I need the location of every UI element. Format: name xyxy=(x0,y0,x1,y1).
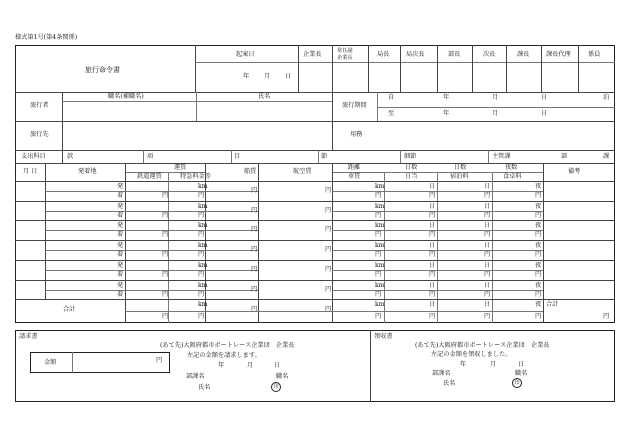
dept-ka: 課 xyxy=(603,153,610,160)
departure-mark: 発 xyxy=(117,202,124,210)
invoice-amount-label: 金額 xyxy=(44,359,57,366)
row-divider xyxy=(15,201,615,202)
to-year: 年 xyxy=(443,110,450,117)
row-mid-line-right xyxy=(332,230,543,231)
receipt-year: 年 xyxy=(460,361,467,368)
yen-unit: 円 xyxy=(535,251,542,259)
dept-label: 主管課 xyxy=(492,153,511,160)
yen-unit: 円 xyxy=(484,212,491,220)
col-daily: 日当 xyxy=(405,173,418,180)
draft-day: 日 xyxy=(285,73,292,80)
draft-date-label: 起案日 xyxy=(236,51,255,58)
grand-total-label: 合計 xyxy=(546,301,559,308)
yen-unit: 円 xyxy=(484,251,491,259)
budget-kan: 款 xyxy=(67,153,74,160)
receipt-title: 領収書 xyxy=(374,333,393,340)
day-unit: 日 xyxy=(484,281,491,289)
traveler-title-header: 職名(補職名) xyxy=(108,93,144,100)
destination-label: 旅行先 xyxy=(30,131,49,138)
receipt-seal: 印 xyxy=(512,378,522,388)
departure-mark: 発 xyxy=(117,221,124,229)
yen-unit: 円 xyxy=(198,192,205,200)
col-meal: 食卓料 xyxy=(503,173,522,180)
receipt-post: 職名 xyxy=(515,370,528,377)
arrival-mark: 着 xyxy=(117,192,124,200)
km-unit: km xyxy=(198,281,208,289)
arrival-mark: 着 xyxy=(117,212,124,220)
receipt-month: 月 xyxy=(490,361,497,368)
km-unit: km xyxy=(375,261,385,269)
invoice-year: 年 xyxy=(218,362,225,369)
yen-unit: 円 xyxy=(162,271,169,279)
invoice-name: 氏名 xyxy=(198,384,211,391)
total-km: km xyxy=(198,301,208,308)
total-day: 日 xyxy=(429,301,436,308)
km-unit: km xyxy=(375,281,385,289)
yen-unit: 円 xyxy=(535,271,542,279)
period-from: 自 xyxy=(388,94,395,101)
yen-unit: 円 xyxy=(535,291,542,299)
total-day: 日 xyxy=(484,301,491,308)
total-yen: 円 xyxy=(535,313,542,320)
traveler-label: 旅行者 xyxy=(30,102,49,109)
total-yen: 円 xyxy=(429,313,436,320)
row-divider xyxy=(15,260,615,261)
yen-unit: 円 xyxy=(535,231,542,239)
km-unit: km xyxy=(198,202,208,210)
col-express: 特急料金等 xyxy=(180,173,211,180)
ship-yen: 円 xyxy=(251,226,258,233)
form-number: 様式第1号(第4条関係) xyxy=(15,34,78,41)
yen-unit: 円 xyxy=(375,231,382,239)
air-yen: 円 xyxy=(325,226,332,233)
yen-unit: 円 xyxy=(375,192,382,200)
air-yen: 円 xyxy=(325,207,332,214)
row-mid-line-left xyxy=(45,230,258,231)
day-unit: 日 xyxy=(484,182,491,190)
row-mid-line-left xyxy=(45,211,258,212)
row-mid-line-right xyxy=(332,270,543,271)
receipt-name: 氏名 xyxy=(443,380,456,387)
km-unit: km xyxy=(375,221,385,229)
row-mid-line-left xyxy=(45,191,258,192)
role-kigyocho: 企業長 xyxy=(303,51,322,58)
row-mid-line-right xyxy=(332,211,543,212)
col-fare: 運賃 xyxy=(174,164,187,171)
row-mid-line-left xyxy=(45,290,258,291)
day-unit: 日 xyxy=(429,241,436,249)
yen-unit: 円 xyxy=(484,231,491,239)
col-nights: 夜数 xyxy=(505,164,518,171)
yen-unit: 円 xyxy=(429,231,436,239)
budget-setsu: 節 xyxy=(321,153,328,160)
role-kyokucho: 局長 xyxy=(377,51,390,58)
col-rail: 鉄道運賃 xyxy=(137,173,162,180)
arrival-mark: 着 xyxy=(117,291,124,299)
receipt-dept: 部課名 xyxy=(432,370,451,377)
role-kacho: 課長 xyxy=(517,51,530,58)
budget-saisetsu: 細節 xyxy=(404,153,417,160)
total-yen: 円 xyxy=(375,313,382,320)
km-unit: km xyxy=(375,241,385,249)
day-unit: 日 xyxy=(484,261,491,269)
km-unit: km xyxy=(198,182,208,190)
yen-unit: 円 xyxy=(198,212,205,220)
row-mid-line-left xyxy=(45,250,258,251)
yen-unit: 円 xyxy=(429,291,436,299)
yen-unit: 円 xyxy=(198,251,205,259)
role-kyokujicho: 局次長 xyxy=(406,51,425,58)
ship-yen: 円 xyxy=(251,187,258,194)
draft-year: 年 xyxy=(243,73,250,80)
col-lodging: 宿泊料 xyxy=(450,173,469,180)
invoice-yen: 円 xyxy=(156,357,163,364)
from-year: 年 xyxy=(443,94,450,101)
yen-unit: 円 xyxy=(162,212,169,220)
departure-mark: 発 xyxy=(117,241,124,249)
night-unit: 夜 xyxy=(535,261,542,269)
to-month: 月 xyxy=(492,110,499,117)
departure-mark: 発 xyxy=(117,182,124,190)
km-unit: km xyxy=(375,182,385,190)
yen-unit: 円 xyxy=(162,192,169,200)
traveler-name-header: 氏名 xyxy=(258,93,271,100)
night-unit: 夜 xyxy=(535,281,542,289)
budget-moku: 目 xyxy=(234,153,241,160)
night-unit: 夜 xyxy=(535,182,542,190)
day-unit: 日 xyxy=(429,221,436,229)
total-night: 夜 xyxy=(535,301,542,308)
invoice-month: 月 xyxy=(247,362,254,369)
invoice-dept: 部課名 xyxy=(186,373,205,380)
departure-mark: 発 xyxy=(117,261,124,269)
role-kakari: 係員 xyxy=(588,51,601,58)
nights-label: 泊 xyxy=(603,94,610,101)
col-car: 車賃 xyxy=(348,173,361,180)
air-yen: 円 xyxy=(325,187,332,194)
row-mid-line-right xyxy=(332,191,543,192)
ship-yen: 円 xyxy=(251,207,258,214)
invoice-statement: 左記の金額を請求します。 xyxy=(187,352,261,359)
ship-yen: 円 xyxy=(251,246,258,253)
total-yen: 円 xyxy=(162,313,169,320)
day-unit: 日 xyxy=(429,261,436,269)
invoice-post: 職名 xyxy=(276,373,289,380)
yen-unit: 円 xyxy=(198,291,205,299)
total-ship-yen: 円 xyxy=(251,306,258,313)
yen-unit: 円 xyxy=(375,271,382,279)
ship-yen: 円 xyxy=(251,266,258,273)
row-divider xyxy=(15,240,615,241)
day-unit: 日 xyxy=(484,202,491,210)
yen-unit: 円 xyxy=(535,212,542,220)
total-air-yen: 円 xyxy=(325,306,332,313)
col-place: 発着地 xyxy=(78,168,97,175)
role-bucho: 部長 xyxy=(448,51,461,58)
departure-mark: 発 xyxy=(117,281,124,289)
order-title: 旅行命令書 xyxy=(85,66,120,74)
invoice-seal: 印 xyxy=(271,382,281,392)
day-unit: 日 xyxy=(429,281,436,289)
night-unit: 夜 xyxy=(535,221,542,229)
col-air: 航空賃 xyxy=(293,168,312,175)
total-yen: 円 xyxy=(198,313,205,320)
period-to: 至 xyxy=(388,110,395,117)
yen-unit: 円 xyxy=(484,291,491,299)
role-jicho: 次長 xyxy=(483,51,496,58)
yen-unit: 円 xyxy=(162,291,169,299)
km-unit: km xyxy=(198,221,208,229)
receipt-addressee: (あて先)大阪府都市ボートレース企業団 企業長 xyxy=(415,342,550,349)
night-unit: 夜 xyxy=(535,202,542,210)
budget-kou: 項 xyxy=(147,153,154,160)
role-fuku-kigyocho: 常任副 企業長 xyxy=(337,48,353,61)
yen-unit: 円 xyxy=(375,291,382,299)
invoice-day: 日 xyxy=(274,362,281,369)
row-mid-line-right xyxy=(332,290,543,291)
invoice-addressee: (あて先)大阪府都市ボートレース企業団 企業長 xyxy=(160,342,295,349)
day-unit: 日 xyxy=(484,241,491,249)
yen-unit: 円 xyxy=(429,192,436,200)
yen-unit: 円 xyxy=(162,231,169,239)
day-unit: 日 xyxy=(484,221,491,229)
air-yen: 円 xyxy=(325,266,332,273)
receipt-statement: 左記の金額を領収しました。 xyxy=(431,351,512,358)
arrival-mark: 着 xyxy=(117,231,124,239)
yen-unit: 円 xyxy=(484,271,491,279)
row-mid-line-left xyxy=(45,270,258,271)
arrival-mark: 着 xyxy=(117,271,124,279)
yen-unit: 円 xyxy=(429,212,436,220)
yen-unit: 円 xyxy=(429,251,436,259)
business-label: 用務 xyxy=(350,131,363,138)
air-yen: 円 xyxy=(325,286,332,293)
col-days1: 日数 xyxy=(405,164,418,171)
dept-bu: 部 xyxy=(561,153,568,160)
travel-order-form xyxy=(15,45,615,323)
km-unit: km xyxy=(198,261,208,269)
yen-unit: 円 xyxy=(375,251,382,259)
to-day: 日 xyxy=(541,110,548,117)
yen-unit: 円 xyxy=(535,192,542,200)
grand-total-yen: 円 xyxy=(603,313,610,320)
col-distance: 距離 xyxy=(348,164,361,171)
total-label: 合計 xyxy=(63,306,76,313)
draft-month: 月 xyxy=(264,73,271,80)
km-unit: km xyxy=(375,202,385,210)
yen-unit: 円 xyxy=(484,192,491,200)
yen-unit: 円 xyxy=(162,251,169,259)
night-unit: 夜 xyxy=(535,241,542,249)
invoice-title: 請求書 xyxy=(19,333,38,340)
period-label: 旅行期間 xyxy=(342,102,367,109)
col-remarks: 備考 xyxy=(568,168,581,175)
receipt-day: 日 xyxy=(518,361,525,368)
yen-unit: 円 xyxy=(429,271,436,279)
yen-unit: 円 xyxy=(198,231,205,239)
ship-yen: 円 xyxy=(251,286,258,293)
total-km: km xyxy=(375,301,385,308)
role-kacho-dairi: 課長代理 xyxy=(546,51,571,58)
day-unit: 日 xyxy=(429,182,436,190)
yen-unit: 円 xyxy=(375,212,382,220)
air-yen: 円 xyxy=(325,246,332,253)
col-ship: 船賃 xyxy=(244,168,257,175)
budget-label: 支出科目 xyxy=(21,153,46,160)
from-month: 月 xyxy=(492,94,499,101)
km-unit: km xyxy=(198,241,208,249)
arrival-mark: 着 xyxy=(117,251,124,259)
row-divider xyxy=(15,220,615,221)
row-mid-line-right xyxy=(332,250,543,251)
yen-unit: 円 xyxy=(198,271,205,279)
from-day: 日 xyxy=(541,94,548,101)
col-days2: 日数 xyxy=(454,164,467,171)
col-date: 月 日 xyxy=(23,168,38,175)
day-unit: 日 xyxy=(429,202,436,210)
total-yen: 円 xyxy=(484,313,491,320)
row-divider xyxy=(15,280,615,281)
